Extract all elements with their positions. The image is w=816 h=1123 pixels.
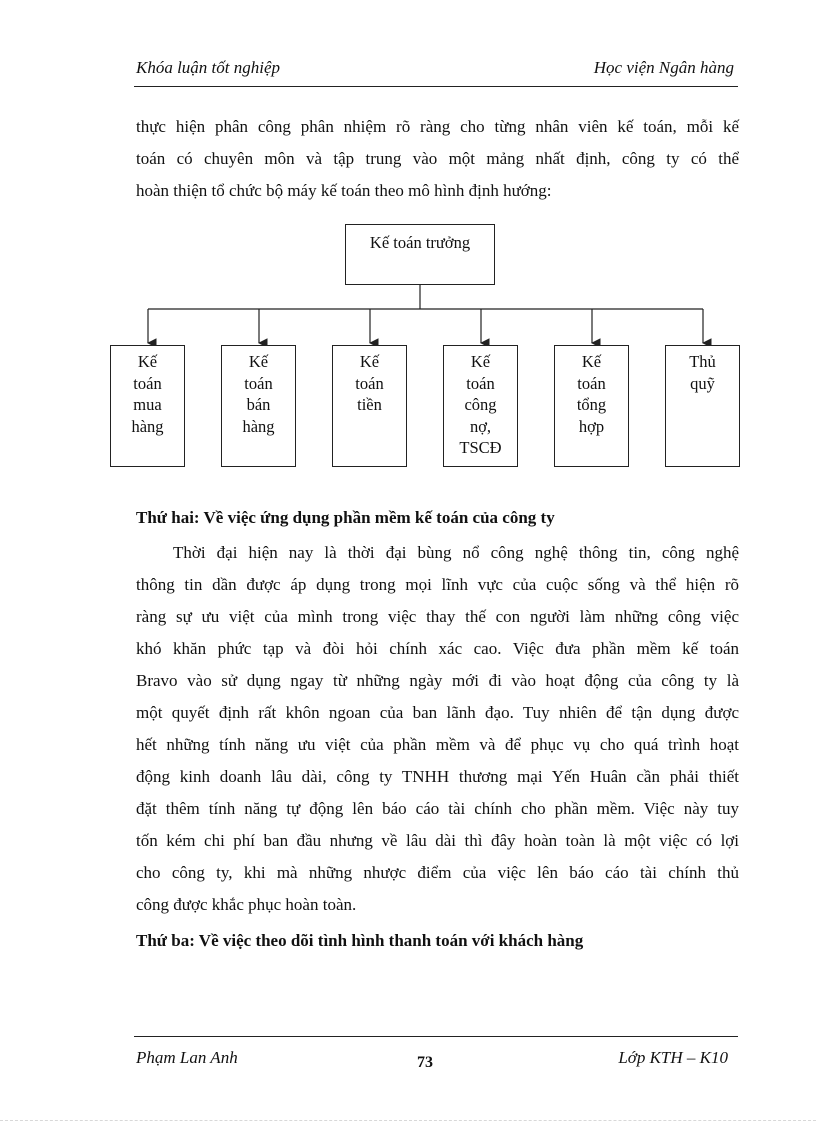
section2-line-11: cho công ty, khi mà những nhược điểm của việc lên báo cáo tài chính thủ	[136, 863, 739, 882]
header-left: Khóa luận tốt nghiệp	[136, 58, 281, 77]
child-3-line-2: toán	[355, 373, 384, 393]
header-right: Học viện Ngân hàng	[593, 58, 734, 77]
child-1-line-1: Kế	[137, 352, 158, 371]
section2-line-2: thông tin dần được áp dụng trong mọi lĩnh vực của cuộc sống và thể hiện rõ	[136, 575, 739, 594]
intro-line-2: toán có chuyên môn và tập trung vào một mảng nhất định, công ty có thể	[136, 149, 739, 168]
child-box-debt-assets	[443, 345, 518, 467]
child-box-purchasing	[110, 345, 185, 467]
child-box-general	[554, 345, 629, 467]
section2-line-5: Bravo vào sử dụng ngay từ những ngày mới đi vào hoạt động của công ty là	[136, 671, 739, 690]
child-5-line-4: hợp	[578, 416, 605, 436]
page-edge	[0, 1120, 816, 1121]
child-2-line-2: toán	[244, 373, 273, 393]
page-number: 73	[417, 1054, 433, 1071]
child-4-line-4: nợ,	[469, 416, 492, 436]
child-6-line-2: quỹ	[690, 373, 715, 393]
child-2-line-3: bán	[246, 395, 271, 414]
intro-line-1: thực hiện phân công phân nhiệm rõ ràng cho từng nhân viên kế toán, mỗi kế	[136, 117, 739, 136]
section3-heading: Thứ ba: Về việc theo dõi tình hình thanh toán với khách hàng	[136, 931, 584, 950]
intro-line-3: hoàn thiện tổ chức bộ máy kế toán theo mô hình định hướng:	[136, 181, 552, 200]
child-1-line-2: toán	[133, 373, 162, 393]
footer-class: Lớp KTH – K10	[618, 1048, 728, 1067]
child-3-line-3: tiền	[357, 395, 382, 414]
child-6-line-1: Thủ	[689, 352, 716, 371]
section2-heading: Thứ hai: Về việc ứng dụng phần mềm kế toán của công ty	[136, 508, 555, 527]
child-1-line-4: hàng	[131, 416, 164, 436]
root-label: Kế toán trưởng	[369, 233, 471, 252]
section2-line-3: ràng sự ưu việt của mình trong việc thay thế con người làm những công việc	[136, 607, 739, 626]
section2-line-4: khó khăn phức tạp và đòi hỏi chính xác cao. Việc đưa phần mềm kế toán	[136, 639, 739, 658]
footer-divider	[134, 1036, 738, 1037]
footer-author: Phạm Lan Anh	[136, 1048, 238, 1067]
header-divider	[134, 86, 738, 87]
child-4-line-2: toán	[466, 373, 495, 393]
child-4-line-1: Kế	[470, 352, 491, 371]
section2-line-9: đặt thêm tính năng tự động lên báo cáo tài chính cho phần mềm. Việc này tuy	[136, 799, 739, 818]
child-box-treasurer	[665, 345, 740, 467]
child-1-line-3: mua	[133, 395, 162, 414]
section2-line-6: một quyết định rất khôn ngoan của ban lãnh đạo. Tuy nhiên để tận dụng được	[136, 703, 739, 722]
root-box	[345, 224, 495, 285]
child-3-line-1: Kế	[359, 352, 380, 371]
section2-line-12: công được khắc phục hoàn toàn.	[136, 895, 357, 914]
child-5-line-3: tổng	[576, 395, 607, 414]
child-box-sales	[221, 345, 296, 467]
child-4-line-5: TSCĐ	[459, 438, 502, 457]
section2-line-8: động kinh doanh lâu dài, công ty TNHH thương mại Yến Huân cần phải thiết	[136, 767, 739, 786]
child-2-line-4: hàng	[242, 416, 275, 436]
child-5-line-1: Kế	[581, 352, 602, 371]
child-5-line-2: toán	[577, 373, 606, 393]
child-4-line-3: công	[464, 395, 497, 414]
child-box-cash	[332, 345, 407, 467]
section2-line-1: Thời đại hiện nay là thời đại bùng nổ công nghệ thông tin, công nghệ	[173, 543, 739, 562]
section2-line-10: tốn kém chi phí ban đầu nhưng về lâu dài thì đây hoàn toàn là một việc có lợi	[136, 831, 739, 850]
section2-line-7: hết những tính năng ưu việt của phần mềm và để phục vụ cho quá trình hoạt	[136, 735, 739, 754]
child-2-line-1: Kế	[248, 352, 269, 371]
